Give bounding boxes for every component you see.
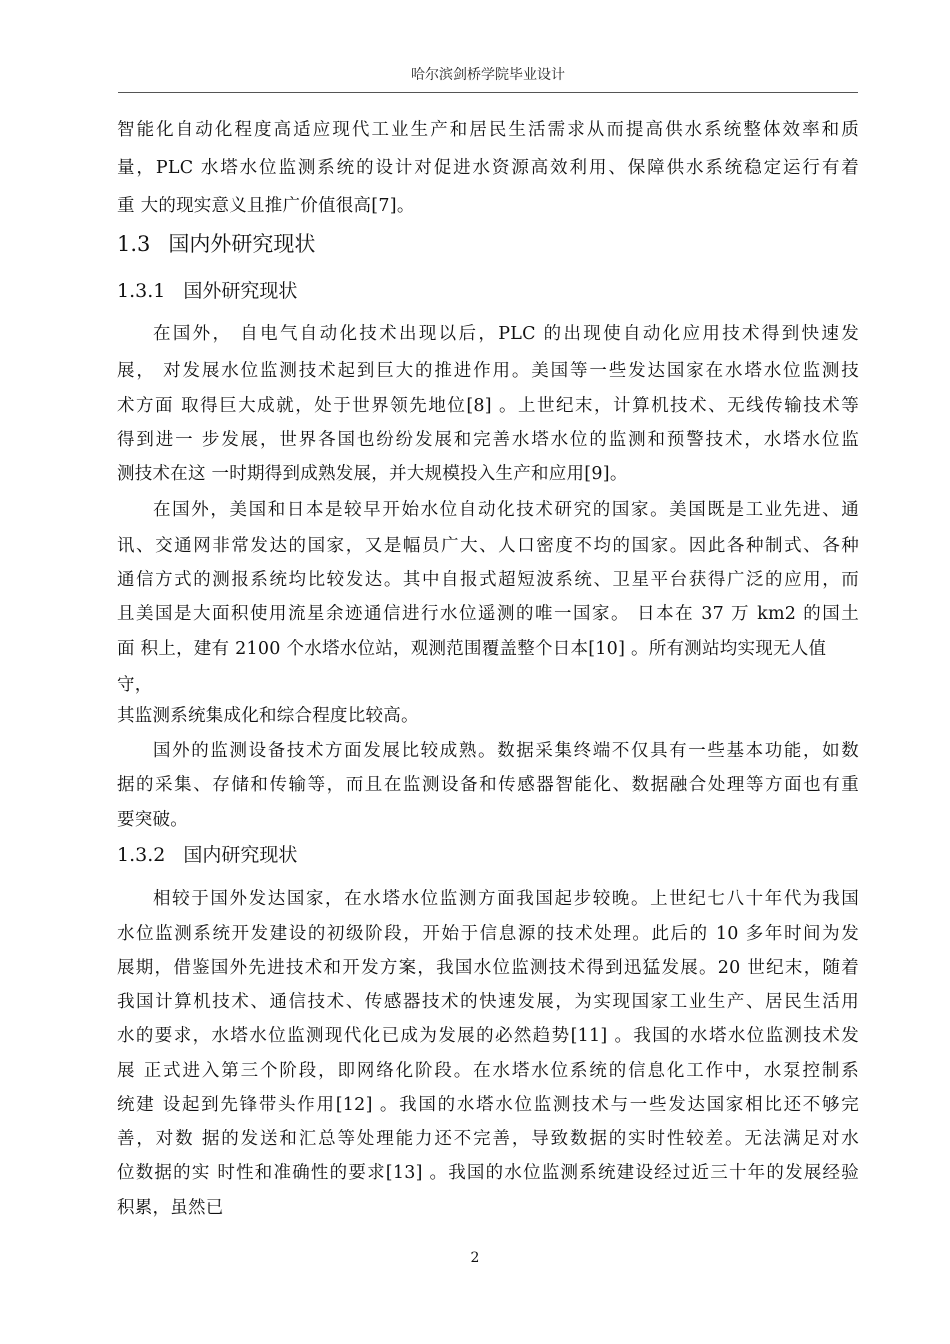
- paragraph-line: 重 大的现实意义且推广价值很高[7]。: [117, 196, 415, 216]
- section-heading-1-3: [117, 230, 315, 258]
- paragraph-line: 术方面 取得巨大成就，处于世界领先地位[8] 。上世纪末，计算机技术、无线传输技术等: [117, 396, 859, 416]
- paragraph-line: 展期，借鉴国外先进技术和开发方案，我国水位监测技术得到迅猛发展。20 世纪末，随着: [117, 958, 859, 978]
- section-title: 国内外研究现状: [168, 232, 316, 256]
- paragraph-line: 国外的监测设备技术方面发展比较成熟。数据采集终端不仅具有一些基本功能，如数: [153, 741, 859, 761]
- paragraph-line: 面 积上，建有 2100 个水塔水位站，观测范围覆盖整个日本[10] 。所有测站均实现无人值: [117, 639, 827, 659]
- section-heading-1-3-2: [117, 842, 297, 868]
- paragraph-line: 且美国是大面积使用流星余迹通信进行水位遥测的唯一国家。 日本在 37 万 km2 的国土: [117, 604, 859, 624]
- section-number: 1.3.1: [117, 280, 166, 302]
- paragraph-line: 展 正式进入第三个阶段，即网络化阶段。在水塔水位系统的信息化工作中，水泵控制系: [117, 1061, 859, 1081]
- paragraph-line: 在国外， 自电气自动化技术出现以后，PLC 的出现使自动化应用技术得到快速发: [153, 324, 859, 344]
- section-number: 1.3: [117, 232, 151, 256]
- paragraph-line: 我国计算机技术、通信技术、传感器技术的快速发展，为实现国家工业生产、居民生活用: [117, 992, 859, 1012]
- paragraph-line: 位数据的实 时性和准确性的要求[13] 。我国的水位监测系统建设经过近三十年的发展经验: [117, 1163, 859, 1183]
- section-number: 1.3.2: [117, 844, 166, 866]
- paragraph-line: 展， 对发展水位监测技术起到巨大的推进作用。美国等一些发达国家在水塔水位监测技: [117, 361, 859, 381]
- paragraph-line: 据的采集、存储和传输等，而且在监测设备和传感器智能化、数据融合处理等方面也有重: [117, 775, 859, 795]
- paragraph-line: 相较于国外发达国家，在水塔水位监测方面我国起步较晚。上世纪七八十年代为我国: [153, 889, 859, 909]
- paragraph-line: 水的要求，水塔水位监测现代化已成为发展的必然趋势[11] 。我国的水塔水位监测技术发: [117, 1026, 859, 1046]
- paragraph-line: 智能化自动化程度高适应现代工业生产和居民生活需求从而提高供水系统整体效率和质: [117, 120, 859, 140]
- page-number: 2: [470, 1250, 480, 1266]
- paragraph-line: 善，对数 据的发送和汇总等处理能力还不完善，导致数据的实时性较差。无法满足对水: [117, 1129, 859, 1149]
- paragraph-line: 统建 设起到先锋带头作用[12] 。我国的水塔水位监测技术与一些发达国家相比还不够完: [117, 1095, 859, 1115]
- paragraph-line: 测技术在这 一时期得到成熟发展，并大规模投入生产和应用[9]。: [117, 464, 628, 484]
- paragraph-line: 要突破。: [117, 810, 188, 830]
- paragraph-line: 通信方式的测报系统均比较发达。其中自报式超短波系统、卫星平台获得广泛的应用，而: [117, 570, 859, 590]
- section-heading-1-3-1: [117, 278, 297, 304]
- paragraph-line: 在国外，美国和日本是较早开始水位自动化技术研究的国家。美国既是工业先进、通: [153, 500, 859, 520]
- paragraph-line: 讯、交通网非常发达的国家，又是幅员广大、人口密度不均的国家。因此各种制式、各种: [117, 536, 859, 556]
- section-title: 国内研究现状: [183, 844, 298, 866]
- paragraph-line: 积累，虽然已: [117, 1198, 224, 1218]
- paragraph-line: 量，PLC 水塔水位监测系统的设计对促进水资源高效利用、保障供水系统稳定运行有着: [117, 158, 859, 178]
- paragraph-line: 得到进一 步发展，世界各国也纷纷发展和完善水塔水位的监测和预警技术，水塔水位监: [117, 430, 859, 450]
- paragraph-line: 水位监测系统开发建设的初级阶段，开始于信息源的技术处理。此后的 10 多年时间为发: [117, 924, 859, 944]
- page-header: 哈尔滨剑桥学院毕业设计: [118, 62, 858, 93]
- section-title: 国外研究现状: [183, 280, 298, 302]
- paragraph-line: 守，: [117, 675, 153, 695]
- paragraph-line: 其监测系统集成化和综合程度比较高。: [117, 706, 419, 726]
